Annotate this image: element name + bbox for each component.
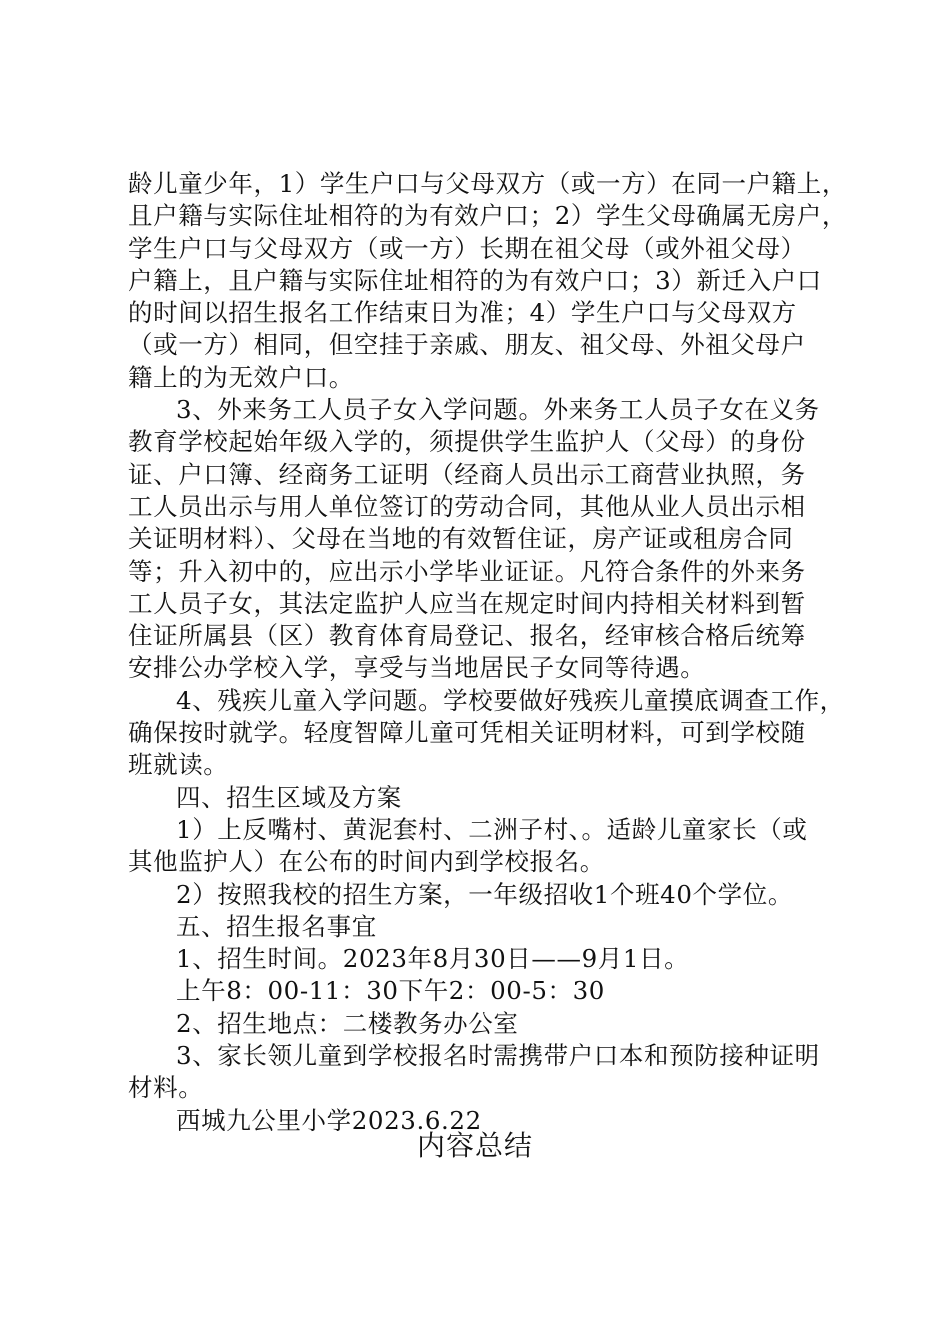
- summary-heading: 内容总结: [416, 1129, 533, 1162]
- text-line: 教育学校起始年级入学的，须提供学生监护人（父母）的身份: [128, 427, 806, 457]
- document-body: [128, 168, 847, 1137]
- text-line: 籍上的为无效户口。: [128, 362, 354, 392]
- text-line: 工人员子女，其法定监护人应当在规定时间内持相关材料到暂: [128, 588, 806, 618]
- text-line: 上午8：00-11：30下午2：00-5：30: [176, 976, 605, 1006]
- text-line: 4、残疾儿童入学问题。学校要做好残疾儿童摸底调查工作，: [176, 685, 845, 715]
- text-line: 确保按时就学。轻度智障儿童可凭相关证明材料，可到学校随: [128, 718, 806, 748]
- text-line: 1、招生时间。2023年8月30日——9月1日。: [176, 944, 690, 974]
- text-line: 龄儿童少年，1）学生户口与父母双方（或一方）在同一户籍上，: [128, 169, 847, 198]
- text-line: 工人员出示与用人单位签订的劳动合同，其他从业人员出示相: [128, 491, 806, 521]
- text-line: 西城九公里小学2023.6.22: [176, 1105, 482, 1135]
- text-line: 材料。: [128, 1073, 204, 1103]
- text-line: 四、招生区域及方案: [176, 782, 402, 812]
- text-line: 且户籍与实际住址相符的为有效户口；2）学生父母确属无房户，: [128, 201, 847, 231]
- text-line: 3、外来务工人员子女入学问题。外来务工人员子女在义务: [176, 395, 820, 425]
- text-line: 班就读。: [128, 750, 229, 780]
- text-line: 其他监护人）在公布的时间内到学校报名。: [128, 847, 605, 877]
- text-line: （或一方）相同，但空挂于亲戚、朋友、祖父母、外祖父母户: [128, 330, 806, 360]
- text-line: 户籍上，且户籍与实际住址相符的为有效户口；3）新迁入户口: [128, 265, 822, 295]
- text-line: 1）上反嘴村、黄泥套村、二洲子村、。适龄儿童家长（或: [176, 814, 808, 844]
- text-line: 等；升入初中的，应出示小学毕业证证。凡符合条件的外来务: [128, 556, 806, 586]
- text-line: 2）按照我校的招生方案，一年级招收1个班40个学位。: [176, 879, 793, 909]
- text-line: 的时间以招生报名工作结束日为准；4）学生户口与父母双方: [128, 298, 797, 328]
- text-line: 关证明材料）、父母在当地的有效暂住证，房产证或租房合同: [128, 524, 794, 554]
- text-line: 五、招生报名事宜: [176, 911, 377, 941]
- text-line: 证、户口簿、经商务工证明（经商人员出示工商营业执照，务: [128, 459, 806, 489]
- text-line: 3、家长领儿童到学校报名时需携带户口本和预防接种证明: [176, 1041, 820, 1071]
- text-line: 安排公办学校入学，享受与当地居民子女同等待遇。: [128, 653, 706, 683]
- text-line: 住证所属县（区）教育体育局登记、报名，经审核合格后统筹: [128, 621, 806, 651]
- text-line: 2、招生地点：二楼教务办公室: [176, 1008, 519, 1038]
- text-line: 学生户口与父母双方（或一方）长期在祖父母（或外祖父母）: [128, 233, 806, 263]
